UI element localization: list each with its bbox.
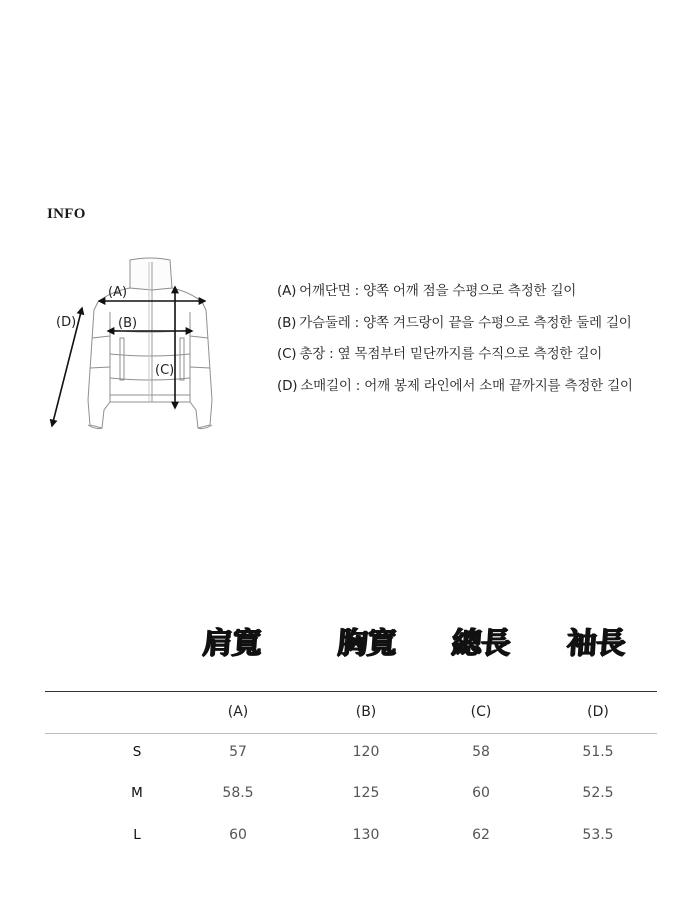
- measurement-legend: [277, 280, 687, 406]
- table-cell: 130: [352, 827, 380, 843]
- header-total-length: 總長: [450, 626, 511, 661]
- table-header-rule: [45, 733, 657, 734]
- table-cell: 60: [472, 785, 490, 801]
- header-chest-width: 胸寬: [336, 626, 397, 661]
- jacket-outline-icon: [88, 258, 212, 429]
- legend-desc: 양쪽 겨드랑이 끝을 수평으로 측정한 둘레 길이: [363, 314, 632, 331]
- legend-code: (C): [277, 346, 297, 362]
- diagram-label-a: (A): [108, 285, 128, 300]
- legend-item-a: (A) 어깨단면 : 양쪽 어깨 점을 수평으로 측정한 길이: [277, 283, 577, 299]
- legend-label: 어깨단면: [299, 283, 351, 299]
- table-cell: 52.5: [582, 785, 614, 801]
- header-sleeve-length: 袖長: [565, 626, 626, 661]
- legend-desc: 양쪽 어깨 점을 수평으로 측정한 길이: [363, 283, 577, 299]
- legend-item-d: (D) 소매길이 : 어깨 봉제 라인에서 소매 끝까지를 측정한 길이: [277, 377, 633, 394]
- diagram-label-b: (B): [118, 316, 138, 331]
- legend-desc: 어깨 봉제 라인에서 소매 끝까지를 측정한 길이: [364, 377, 633, 394]
- legend-label: 총장: [299, 346, 326, 362]
- column-header-a: (A): [227, 704, 249, 720]
- column-header-b: (B): [355, 704, 377, 720]
- row-size-l: L: [133, 827, 141, 843]
- table-cell: 125: [352, 785, 380, 801]
- diagram-label-d: (D): [56, 315, 77, 330]
- info-title: INFO: [47, 206, 86, 222]
- jacket-measurement-diagram: [40, 250, 230, 440]
- legend-code: (B): [277, 314, 297, 331]
- legend-label: 소매길이: [300, 377, 352, 394]
- legend-label: 가슴둘레: [299, 314, 351, 331]
- table-cell: 53.5: [582, 827, 614, 843]
- table-cell: 60: [229, 827, 247, 843]
- table-cell: 57: [229, 744, 247, 760]
- legend-item-c: (C) 총장 : 옆 목점부터 밑단까지를 수직으로 측정한 길이: [277, 346, 603, 362]
- table-cell: 62: [472, 827, 490, 843]
- table-top-rule: [45, 691, 657, 692]
- header-shoulder-width: 肩寬: [201, 626, 262, 661]
- table-cell: 51.5: [582, 744, 614, 760]
- column-header-d: (D): [587, 704, 609, 720]
- column-header-c: (C): [470, 704, 492, 720]
- table-cell: 58: [472, 744, 490, 760]
- table-cell: 120: [352, 744, 380, 760]
- legend-code: (D): [277, 377, 298, 394]
- legend-item-b: (B) 가슴둘레 : 양쪽 겨드랑이 끝을 수평으로 측정한 둘레 길이: [277, 314, 632, 331]
- row-size-m: M: [131, 785, 143, 801]
- legend-desc: 옆 목점부터 밑단까지를 수직으로 측정한 길이: [337, 346, 603, 362]
- table-cell: 58.5: [222, 785, 254, 801]
- legend-code: (A): [277, 283, 297, 299]
- diagram-label-c: (C): [155, 363, 175, 378]
- row-size-s: S: [132, 744, 142, 760]
